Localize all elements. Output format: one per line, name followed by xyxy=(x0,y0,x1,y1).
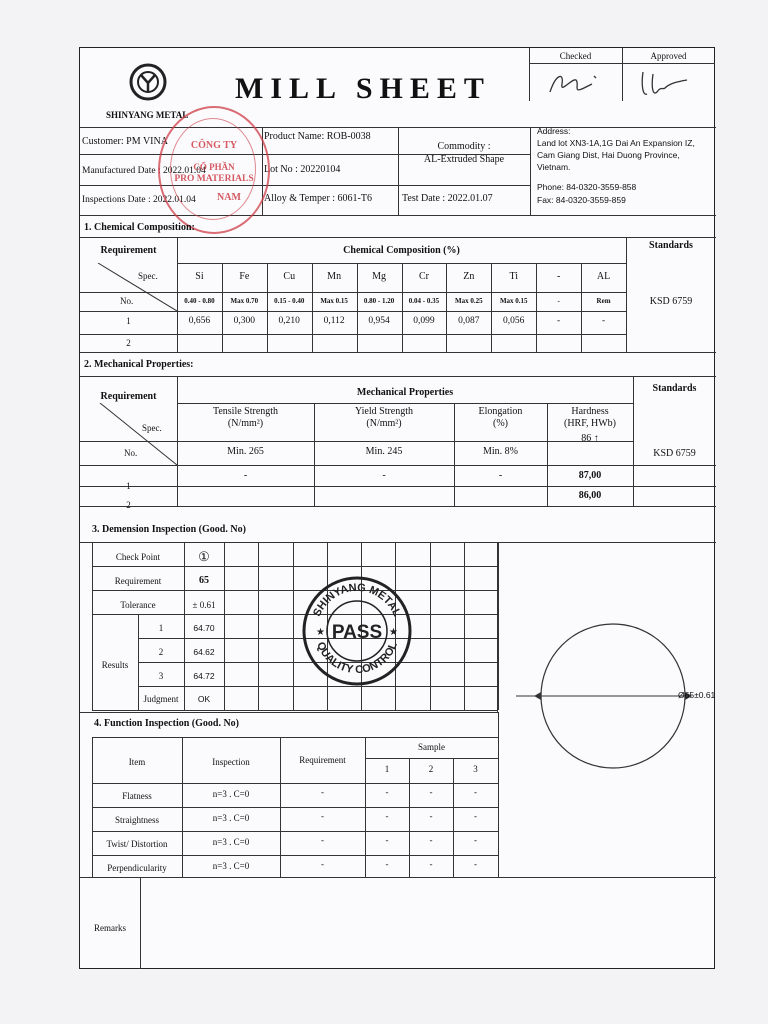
mech-result-value: 87,00 xyxy=(578,470,602,481)
mech-spec-value: Min. 245 xyxy=(365,446,403,457)
element-value: - xyxy=(601,316,606,326)
element-spec: Max 0.25 xyxy=(455,297,483,305)
customer-field: Customer: PM VINA xyxy=(82,136,168,147)
test-date: Test Date : 2022.01.07 xyxy=(402,193,493,204)
function-requirement: - xyxy=(321,787,324,797)
commodity-value: AL-Extruded Shape xyxy=(423,154,505,165)
function-sample-value: - xyxy=(429,859,433,869)
element-value: 0,112 xyxy=(323,316,345,326)
mech-result-value: - xyxy=(498,470,503,481)
svg-text:QUALITY CONTROL xyxy=(314,640,400,676)
function-item: Flatness xyxy=(122,791,152,801)
element-spec: 0.04 - 0.35 xyxy=(408,297,440,305)
result-no: 3 xyxy=(158,671,164,681)
pass-stamp-bottom-text: QUALITY CONTROL xyxy=(314,640,400,677)
mech-result-value: 86,00 xyxy=(578,490,602,501)
element-spec: Max 0.15 xyxy=(320,297,348,305)
results-label: Results xyxy=(101,660,129,670)
result-value: 64.72 xyxy=(193,671,215,681)
requirement-label: Requirement xyxy=(114,576,162,586)
row-no: 1 xyxy=(126,316,131,326)
element-header: - xyxy=(556,271,561,282)
stamp-text: PRO MATERIALS xyxy=(174,174,254,184)
function-inspection: n=3 . C=0 xyxy=(212,837,250,847)
manufactured-date: Manufactured Date : 2022.01.04 xyxy=(82,166,206,176)
function-item: Twist/ Distortion xyxy=(106,839,168,849)
mill-sheet-document xyxy=(79,47,715,969)
element-spec: 0.80 - 1.20 xyxy=(363,297,395,305)
diameter-label: Ø65±0.61 xyxy=(678,690,716,700)
function-sample-value: - xyxy=(385,859,389,869)
approved-signature xyxy=(635,66,705,100)
company-logo-icon xyxy=(128,62,168,102)
pass-stamp-center-text: PASS xyxy=(331,622,383,643)
element-value: 0,056 xyxy=(503,316,525,326)
sample-number: 2 xyxy=(428,764,434,774)
requirement-value: 65 xyxy=(199,575,209,586)
function-inspection: n=3 . C=0 xyxy=(212,813,250,823)
chem-standards-label: Standards xyxy=(649,240,693,251)
element-header: Ti xyxy=(509,271,519,282)
stamp-text: CÔNG TY xyxy=(190,140,238,151)
element-spec: Max 0.15 xyxy=(499,297,528,305)
pass-stamp-top-text: SHINYANG METAL xyxy=(311,581,403,619)
element-header: Zn xyxy=(463,271,475,282)
element-header: AL xyxy=(596,271,611,282)
element-value: 0,656 xyxy=(188,316,211,326)
mech-requirement-label: Requirement xyxy=(100,391,157,402)
element-spec: 0.40 - 0.80 xyxy=(184,297,215,305)
mech-spec-value: Min. 8% xyxy=(483,446,518,457)
mech-result-value: - xyxy=(382,470,386,481)
element-header: Cu xyxy=(283,271,296,282)
function-sample-value: - xyxy=(429,835,433,845)
element-header: Mn xyxy=(327,271,342,282)
element-spec: - xyxy=(557,297,560,305)
mech-column-name: Tensile Strength xyxy=(212,406,279,417)
sample-number: 1 xyxy=(384,764,390,774)
mech-standards-label: Standards xyxy=(652,383,697,394)
no-label: No. xyxy=(120,296,134,306)
checked-signature xyxy=(542,66,612,100)
tolerance-value: ± 0.61 xyxy=(192,600,216,610)
mech-column-unit: (%) xyxy=(493,418,508,429)
mech-column-unit: (N/mm²) xyxy=(227,418,264,429)
function-item: Straightness xyxy=(115,815,159,825)
check-point-label: Check Point xyxy=(115,552,161,562)
row-no: 2 xyxy=(126,500,131,510)
mech-column-name: Hardness xyxy=(571,406,609,417)
result-no: 1 xyxy=(158,623,164,633)
chem-requirement-label: Requirement xyxy=(100,245,157,256)
tolerance-label: Tolerance xyxy=(120,600,156,610)
remarks-label: Remarks xyxy=(94,923,126,933)
address-line: Cam Giang Dist, Hai Duong Province, xyxy=(537,150,680,160)
element-header: Cr xyxy=(418,271,429,282)
judgment-value: OK xyxy=(197,694,211,704)
inspections-date: Inspections Date : 2022.01.04 xyxy=(82,195,196,205)
mech-column-unit: (N/mm²) xyxy=(366,418,402,429)
mech-spec-value: Min. 265 xyxy=(227,446,264,457)
alloy-temper: Alloy & Temper : 6061-T6 xyxy=(264,193,372,204)
mech-column-unit: (HRF, HWb) xyxy=(564,418,616,429)
function-requirement: - xyxy=(321,859,324,869)
no-label: No. xyxy=(124,448,138,458)
spec-label: Spec. xyxy=(142,423,162,433)
result-value: 64.62 xyxy=(193,647,215,657)
element-header: Mg xyxy=(372,271,386,282)
stamp-text: CỔ PHẦN xyxy=(193,162,235,172)
address-label: Address: xyxy=(537,126,571,136)
commodity-label: Commodity : xyxy=(437,141,491,152)
function-sample-value: - xyxy=(429,787,433,797)
star-icon: ★ xyxy=(389,627,398,638)
check-point-value: ① xyxy=(198,549,210,564)
mech-column-name: Elongation xyxy=(478,406,523,417)
function-inspection: n=3 . C=0 xyxy=(212,861,250,871)
item-header: Item xyxy=(128,757,146,767)
element-spec: Max 0.70 xyxy=(230,297,259,305)
lot-no: Lot No : 20220104 xyxy=(264,164,341,175)
function-requirement: - xyxy=(321,835,324,845)
fax: Fax: 84-0320-3559-859 xyxy=(537,195,626,205)
address-line: Vietnam. xyxy=(537,162,571,172)
row-no: 2 xyxy=(126,338,131,348)
function-sample-value: - xyxy=(385,787,389,797)
function-sample-value: - xyxy=(474,859,477,869)
mech-result-value: - xyxy=(243,470,248,481)
element-value: 0,210 xyxy=(278,316,300,326)
company-name: SHINYANG METAL xyxy=(106,110,189,120)
element-value: - xyxy=(557,316,561,326)
element-value: 0,087 xyxy=(458,316,480,326)
company-red-stamp xyxy=(158,106,270,234)
mechanical-section-title: 2. Mechanical Properties: xyxy=(84,359,194,370)
page-title: MILL SHEET xyxy=(235,72,491,105)
element-value: 0,300 xyxy=(233,316,256,326)
spec-label: Spec. xyxy=(138,271,158,281)
inspection-header: Inspection xyxy=(212,757,250,767)
star-icon: ★ xyxy=(316,627,325,638)
address-line: Land lot XN3-1A,1G Dai An Expansion IZ, xyxy=(537,138,695,148)
sample-number: 3 xyxy=(473,764,478,774)
function-sample-value: - xyxy=(385,811,389,821)
requirement-header: Requirement xyxy=(299,755,346,765)
element-header: Fe xyxy=(239,271,250,282)
result-no: 2 xyxy=(158,647,164,657)
sample-header: Sample xyxy=(418,742,445,752)
dimension-section-title: 3. Demension Inspection (Good. No) xyxy=(92,524,246,535)
function-sample-value: - xyxy=(474,835,477,845)
function-item: Perpendicularity xyxy=(107,863,167,873)
function-sample-value: - xyxy=(474,787,477,797)
row-no: 1 xyxy=(126,481,131,491)
function-sample-value: - xyxy=(429,811,433,821)
function-requirement: - xyxy=(321,811,324,821)
checked-label: Checked xyxy=(559,51,592,61)
mech-spec-value: 86 ↑ xyxy=(581,433,599,444)
element-spec: Rem xyxy=(596,297,611,305)
approved-label: Approved xyxy=(650,51,687,61)
judgment-label: Judgment xyxy=(143,694,179,704)
element-spec: 0.15 - 0.40 xyxy=(274,297,305,305)
phone: Phone: 84-0320-3559-858 xyxy=(537,182,637,192)
function-section-title: 4. Function Inspection (Good. No) xyxy=(94,718,240,729)
function-inspection: n=3 . C=0 xyxy=(212,789,250,799)
stamp-text: NAM xyxy=(217,192,241,203)
element-value: 0,099 xyxy=(413,316,435,326)
result-value: 64.70 xyxy=(193,623,215,633)
pass-stamp xyxy=(301,575,413,687)
chem-group-label: Chemical Composition (%) xyxy=(343,245,460,256)
product-name: Product Name: ROB-0038 xyxy=(264,131,371,142)
element-header: Si xyxy=(195,271,204,282)
mech-standard-value: KSD 6759 xyxy=(653,448,696,459)
mech-column-name: Yield Strength xyxy=(354,406,414,417)
chemical-section-title: 1. Chemical Composition: xyxy=(84,222,195,233)
element-value: 0,954 xyxy=(368,316,390,326)
function-sample-value: - xyxy=(385,835,389,845)
function-sample-value: - xyxy=(474,811,477,821)
chem-standard-value: KSD 6759 xyxy=(649,296,693,307)
mech-group-label: Mechanical Properties xyxy=(356,387,454,398)
